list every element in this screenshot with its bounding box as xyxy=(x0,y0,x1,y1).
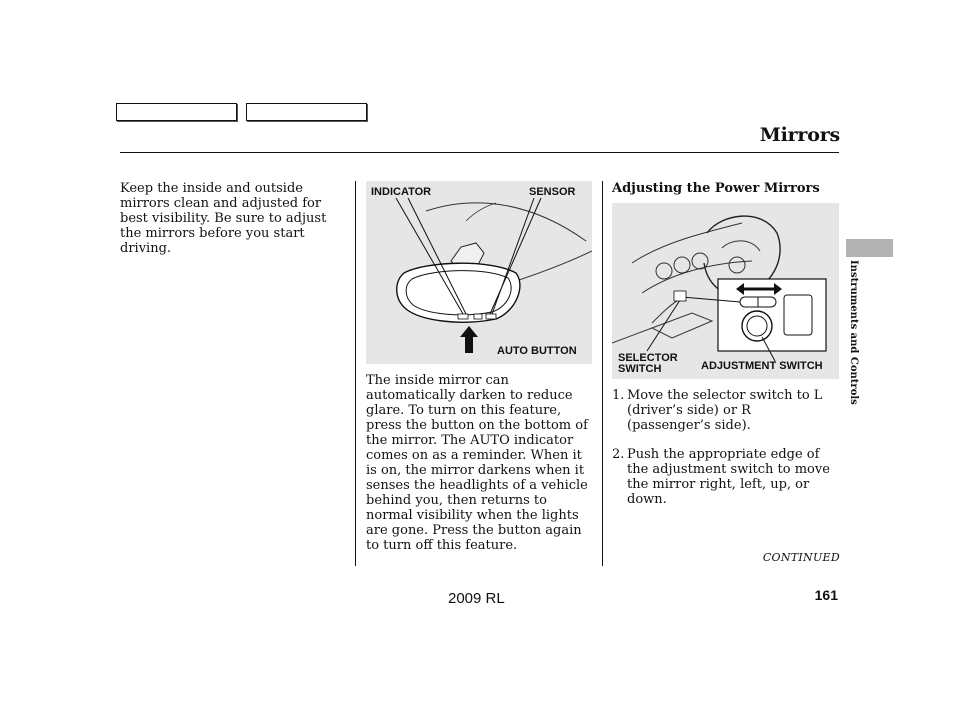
power-mirrors-heading: Adjusting the Power Mirrors xyxy=(612,181,820,196)
power-mirror-figure xyxy=(612,203,839,379)
intro-paragraph: Keep the inside and outside mirrors clean and adjusted for best visibility. Be sure to adjust the mirrors before you start driving. xyxy=(120,181,327,256)
selector-switch-label: SELECTOR SWITCH xyxy=(618,352,678,375)
page-number: 161 xyxy=(814,587,838,603)
nav-button-previous[interactable] xyxy=(116,103,237,121)
indicator-label: INDICATOR xyxy=(371,186,432,198)
step-2-number: 2. xyxy=(612,447,625,462)
adjustment-switch-label: ADJUSTMENT SWITCH xyxy=(701,360,823,372)
section-tab-label: Instruments and Controls xyxy=(848,260,859,405)
page-title: Mirrors xyxy=(759,124,840,146)
column-divider-left xyxy=(355,181,356,566)
title-rule xyxy=(120,152,839,153)
step-1-text: Move the selector switch to L (driver’s side) or R (passenger’s side). xyxy=(627,388,823,433)
step-1 xyxy=(612,388,832,433)
inside-mirror-figure xyxy=(366,181,592,364)
continued-label: CONTINUED xyxy=(762,551,840,564)
sensor-label: SENSOR xyxy=(529,186,576,198)
model-year-label: 2009 RL xyxy=(448,590,505,607)
inside-mirror-paragraph: The inside mirror can automatically darken to reduce glare. To turn on this feature, press the button on the bottom of the mirror. The AUTO indicator comes on as a reminder. When it is on, the mirror darkens when it senses the headlights of a vehicle behind you, then returns to normal visibility when the lights are gone. Press the button again to turn off this feature. xyxy=(366,373,588,553)
section-tab xyxy=(846,239,893,257)
step-2-text: Push the appropriate edge of the adjustment switch to move the mirror right, left, up, or down. xyxy=(627,447,830,507)
step-2 xyxy=(612,447,832,507)
column-divider-right xyxy=(602,181,603,566)
auto-button-label: AUTO BUTTON xyxy=(497,345,577,357)
nav-button-next[interactable] xyxy=(246,103,367,121)
step-1-number: 1. xyxy=(612,388,625,403)
inside-mirror-illustration xyxy=(366,181,592,364)
